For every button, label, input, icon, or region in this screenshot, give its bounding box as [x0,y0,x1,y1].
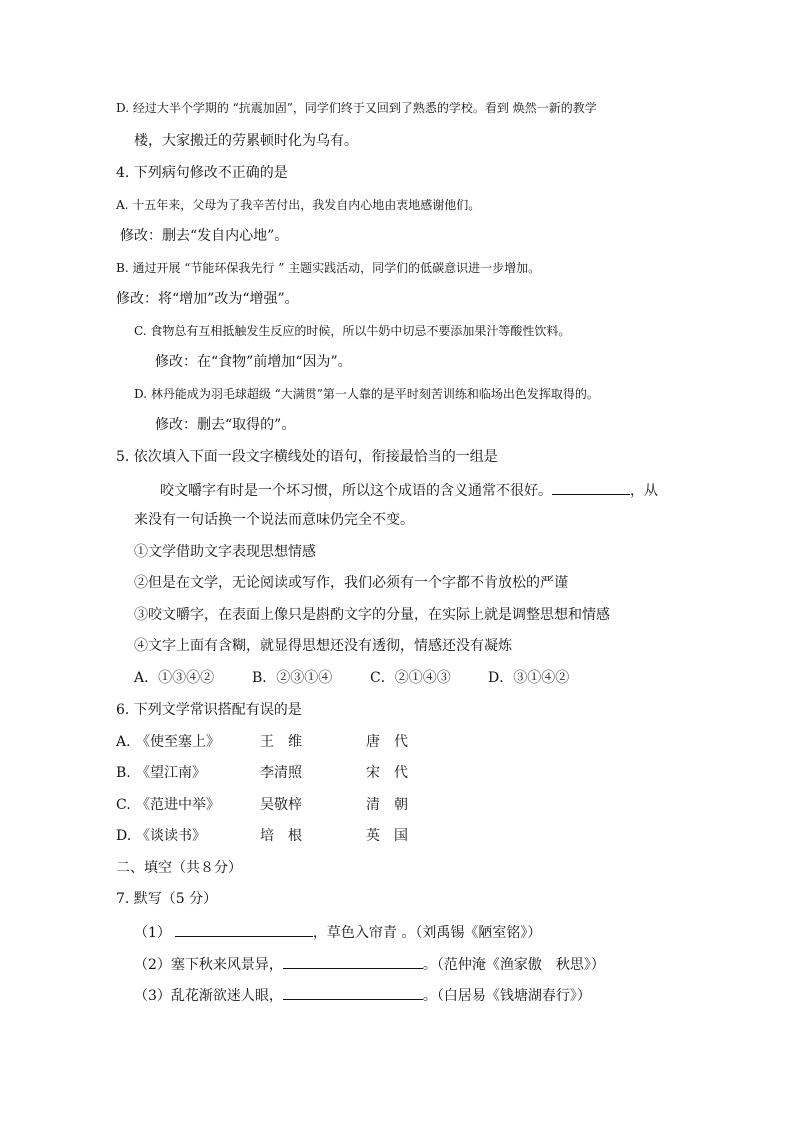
q6-row-d-author: 培 根 [260,828,302,844]
q6-row-b-author: 李清照 [260,765,302,781]
q4-option-a-fix: 修改：删去“发自内心地”。 [120,228,289,244]
q3-option-d-line2: 楼，大家搬迁的劳累顿时化为乌有。 [134,133,358,149]
q4-option-b-fix: 修改：将“增加”改为“增强”。 [116,291,299,307]
q5-option-d: D．③①④② [488,670,570,686]
q7-line-2 [134,954,605,974]
q3-option-d-line1: D. 经过大半个学期的 “抗震加固”，同学们终于又回到了熟悉的学校。看到 焕然一新的教学 [116,101,597,115]
q4-option-d: D. 林丹能成为羽毛球超级 “大满贯”第一人靠的是平时刻苦训练和临场出色发挥取得的。 [134,387,599,401]
q6-row-b-letter: B. [116,765,131,781]
q6-row-a-letter: A. [116,734,131,750]
q5-passage-line1 [160,480,658,500]
q4-stem: 4. 下列病句修改不正确的是 [116,165,288,181]
q5-sentence-2: ②但是在文学，无论阅读或写作，我们必须有一个字都不肯放松的严谨 [134,575,568,591]
q5-option-a: A．①③④② [134,670,215,686]
q7-line-3-tail: 。（白居易《钱塘湖春行》） [422,988,591,1004]
q6-row-d-era: 英 国 [366,828,408,844]
q6-row-c-author: 吴敬梓 [260,797,302,813]
q7-line-2-tail: 。（范仲淹《渔家傲 秋思》） [422,957,605,973]
q5-passage-line2: 来没有一句话换一个说法而意味仍完全不变。 [134,512,414,528]
q5-blank [552,480,630,495]
q5-passage-text: 咬文嚼字有时是一个坏习惯，所以这个成语的含义通常不很好。 [160,483,552,499]
q7-blank-2[interactable] [283,954,423,969]
q7-stem: 7. 默写（5 分） [116,891,218,907]
q4-option-c-fix: 修改：在“食物”前增加“因为”。 [155,354,352,370]
q4-option-d-fix: 修改：删去“取得的”。 [155,417,296,433]
q5-sentence-4: ④文字上面有含糊，就显得思想还没有透彻，情感还没有凝炼 [134,638,512,654]
q7-blank-3[interactable] [283,985,423,1000]
q7-line-1 [134,922,541,942]
q5-stem: 5. 依次填入下面一段文字横线处的语句，衔接最恰当的一组是 [116,449,498,465]
q6-row-d-work: 《谈读书》 [136,828,206,844]
q6-stem: 6. 下列文学常识搭配有误的是 [116,702,302,718]
q6-row-a-era: 唐 代 [366,734,408,750]
q4-option-b: B. 通过开展 “节能环保我先行 ” 主题实践活动，同学们的低碳意识进一步增加。 [116,261,541,275]
section-heading: 二、填空（共８分） [116,860,242,876]
q6-row-a-work: 《使至塞上》 [136,734,220,750]
q7-blank-1[interactable] [175,922,313,937]
q7-line-3 [134,985,591,1005]
q4-option-c: C. 食物总有互相抵触发生反应的时候，所以牛奶中切忌不要添加果汁等酸性饮料。 [134,324,571,338]
q5-sentence-3: ③咬文嚼字，在表面上像只是斟酌文字的分量，在实际上就是调整思想和情感 [134,607,610,623]
q6-row-b-work: 《望江南》 [136,765,206,781]
q6-row-b-era: 宋 代 [366,765,408,781]
q7-line-1-text: ，草色入帘青 。（刘禹锡《陋室铭》） [312,925,542,941]
q6-row-a-author: 王 维 [260,734,302,750]
q7-line-1-number: （1） [134,925,171,941]
q7-line-3-text: （3）乱花渐欲迷人眼， [134,988,283,1004]
q5-option-b: B．②③①④ [252,670,333,686]
q6-row-c-work: 《范进中举》 [136,797,220,813]
q6-row-c-era: 清 朝 [366,797,408,813]
q5-option-c: C．②①④③ [370,670,451,686]
q5-passage-text-tail: ，从 [630,483,658,499]
q4-option-a: A. 十五年来，父母为了我辛苦付出，我发自内心地由衷地感谢他们。 [116,198,481,212]
q7-line-2-text: （2）塞下秋来风景异， [134,957,283,973]
q6-row-d-letter: D. [116,828,132,844]
q5-sentence-1: ①文学借助文字表现思想情感 [134,544,316,560]
q6-row-c-letter: C. [116,797,131,813]
